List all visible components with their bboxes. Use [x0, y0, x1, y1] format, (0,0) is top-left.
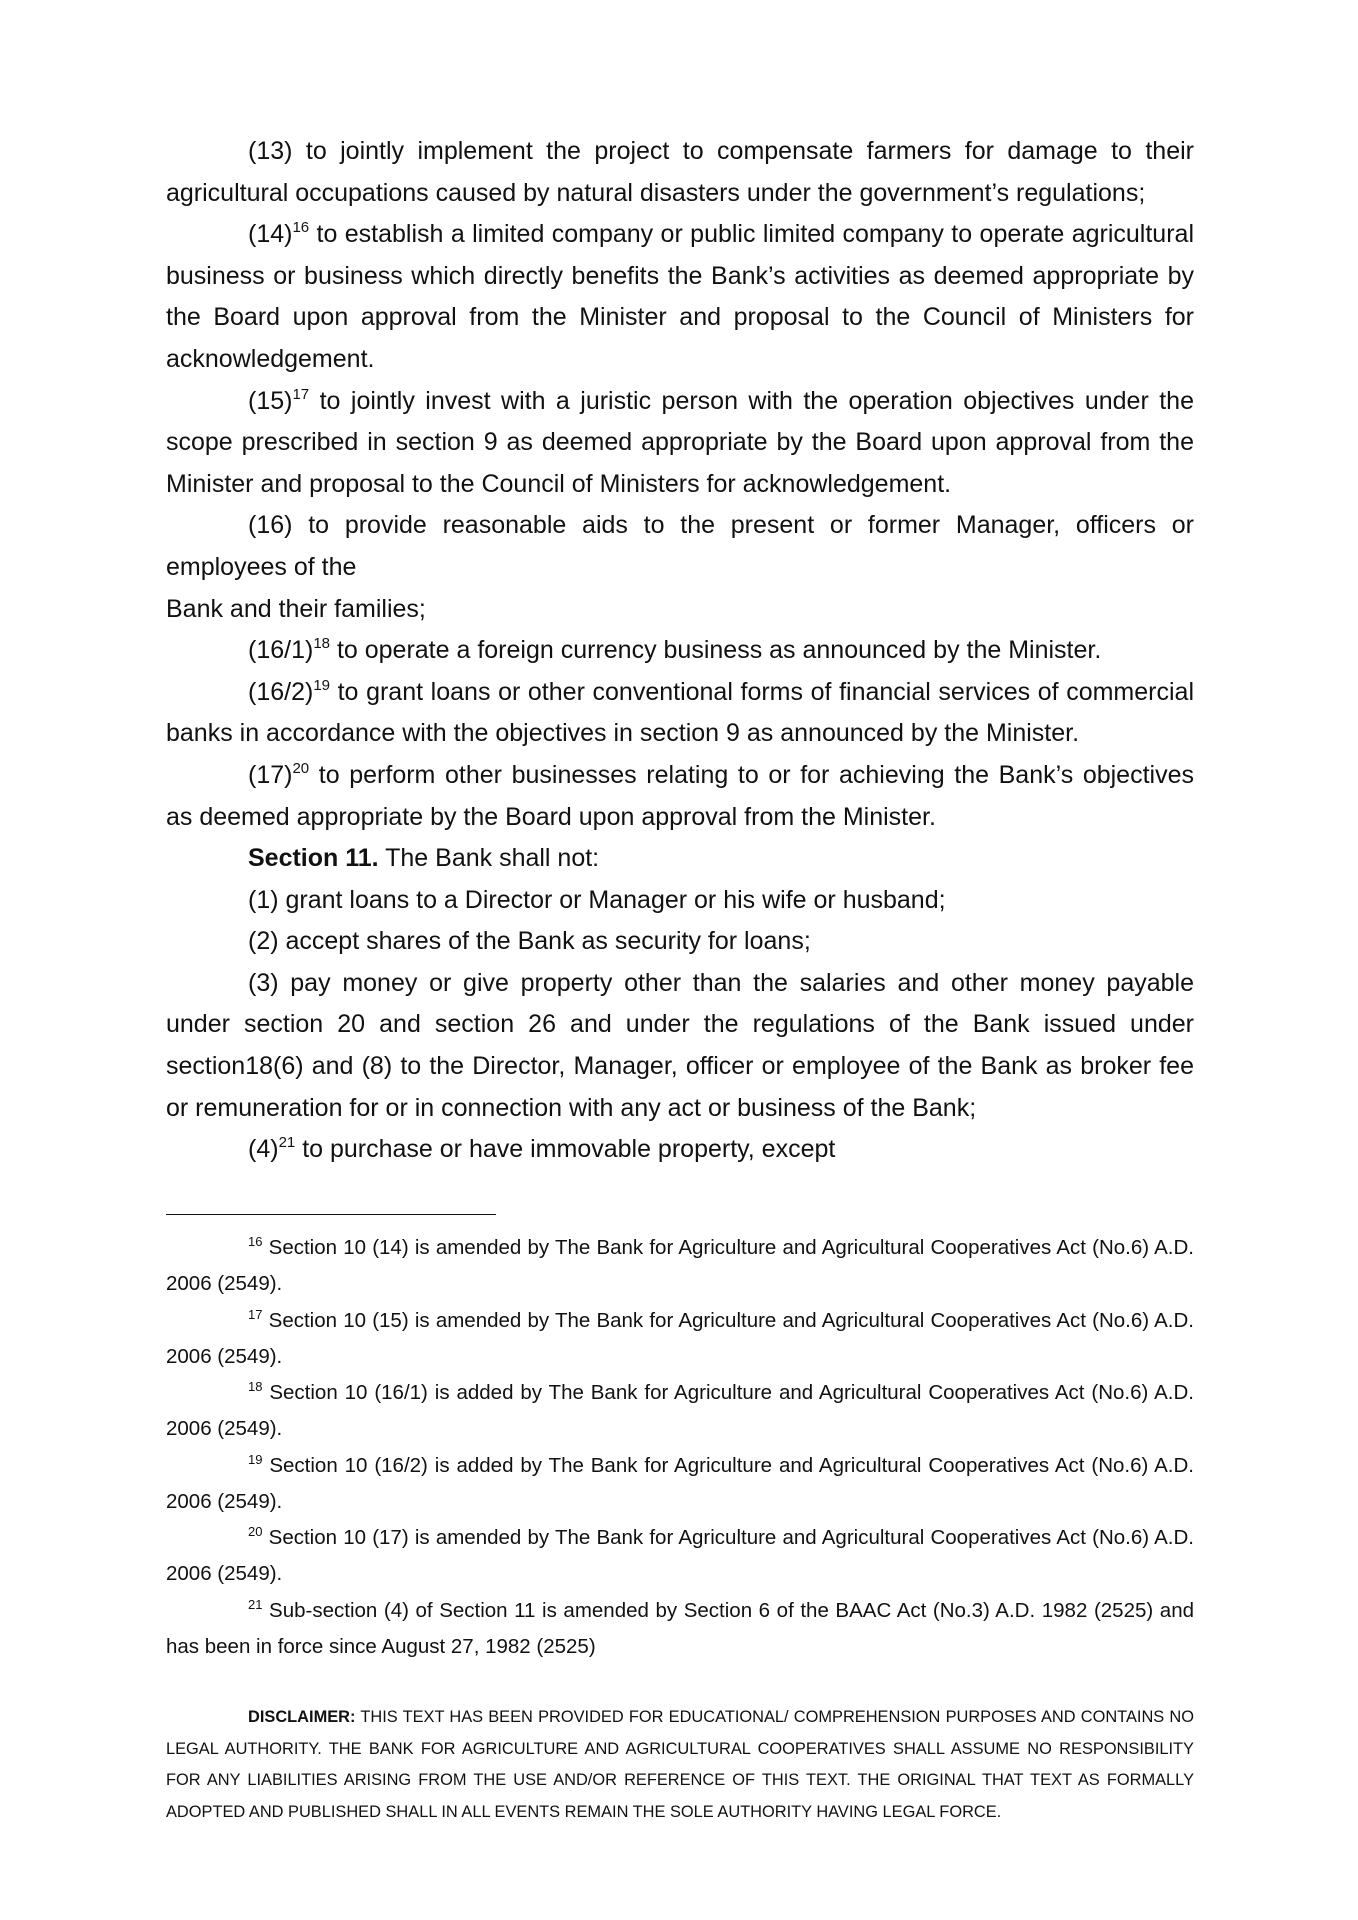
footnote-number: 20	[248, 1524, 263, 1539]
footnote-text: Section 10 (16/1) is added by The Bank for Agriculture and Agricultural Cooperatives Act (No.6) A.D. 2006 (2549).	[166, 1381, 1194, 1440]
section-heading: Section 11.	[248, 844, 379, 873]
section-11	[166, 838, 1194, 880]
footnote-text: Section 10 (14) is amended by The Bank for Agriculture and Agricultural Cooperatives Act (No.6) A.D. 2006 (2549).	[166, 1236, 1194, 1295]
footnote-19	[166, 1448, 1194, 1520]
clause-number: (13)	[248, 137, 293, 165]
clause-text: to grant loans or other conventional forms of financial services of commercial banks in accordance with the objectives in section 9 as announced by the Minister.	[166, 677, 1194, 748]
clause-17	[166, 755, 1194, 838]
footnote-ref[interactable]: 16	[292, 219, 310, 237]
clause-number: (17)	[248, 760, 293, 789]
clause-number: (16/1)	[248, 636, 314, 665]
footnote-divider	[166, 1214, 496, 1215]
section-11-item-4	[166, 1129, 1194, 1171]
clause-text: to purchase or have immovable property, except	[295, 1135, 836, 1164]
footnote-ref[interactable]: 20	[292, 759, 310, 777]
footnote-number: 18	[248, 1379, 263, 1394]
footnote-text: Sub-section (4) of Section 11 is amended by Section 6 of the BAAC Act (No.3) A.D. 1982 (2525) and has been in force since August 27, 1982 (2525)	[166, 1598, 1194, 1658]
clause-16-2	[166, 672, 1194, 755]
footnote-20	[166, 1520, 1194, 1592]
footnote-number: 19	[248, 1451, 263, 1467]
clause-14	[166, 214, 1194, 380]
clause-text: to jointly invest with a juristic person with the operation objectives under the scope prescribed in section 9 as deemed appropriate by the Board upon approval from the Minister and proposal to the Council of Ministers for acknowledgement.	[166, 386, 1194, 498]
section-11-item-1: (1) grant loans to a Director or Manager or his wife or husband;	[248, 885, 946, 914]
disclaimer	[166, 1702, 1194, 1828]
clause-text: to jointly implement the project to compensate farmers for damage to their agricultural occupations caused by natural disasters under the government’s regulations;	[166, 137, 1194, 207]
clause-number: (15)	[248, 386, 293, 415]
clause-text: to establish a limited company or public limited company to operate agricultural business or business which directly benefits the Bank’s activities as deemed appropriate by the Board upon approval from the Minister and proposal to the Council of Ministers for acknowledgement.	[166, 220, 1194, 373]
footnote-text: Section 10 (15) is amended by The Bank for Agriculture and Agricultural Cooperatives Act (No.6) A.D. 2006 (2549).	[166, 1308, 1194, 1368]
footnote-text: Section 10 (17) is amended by The Bank for Agriculture and Agricultural Cooperatives Act (No.6) A.D. 2006 (2549).	[166, 1526, 1194, 1585]
clause-15	[166, 381, 1194, 506]
footnote-ref[interactable]: 21	[278, 1134, 296, 1152]
clause-16-1	[166, 630, 1194, 672]
clause-16	[166, 505, 1194, 588]
clause-16-continuation: Bank and their families;	[166, 594, 426, 623]
footnote-17	[166, 1303, 1194, 1375]
clause-number: (4)	[248, 1135, 279, 1164]
footnote-ref[interactable]: 18	[313, 635, 330, 653]
disclaimer-label: DISCLAIMER:	[248, 1708, 356, 1726]
footnote-ref[interactable]: 17	[292, 385, 310, 403]
clause-text: to provide reasonable aids to the present or former Manager, officers or employees of the	[166, 511, 1194, 581]
clause-number: (16)	[248, 511, 293, 540]
footnote-text: Section 10 (16/2) is added by The Bank for Agriculture and Agricultural Cooperatives Act (No.6) A.D. 2006 (2549).	[166, 1453, 1194, 1513]
section-intro: The Bank shall not:	[378, 844, 600, 873]
disclaimer-paragraph	[166, 1702, 1194, 1828]
body-text	[166, 131, 1194, 1171]
footnote-number: 16	[248, 1234, 263, 1249]
clause-text: to operate a foreign currency business as announced by the Minister.	[330, 636, 1102, 665]
clause-13	[166, 131, 1194, 214]
footnote-21	[166, 1593, 1194, 1665]
section-11-item-2: (2) accept shares of the Bank as security for loans;	[248, 927, 811, 956]
disclaimer-text: THIS TEXT HAS BEEN PROVIDED FOR EDUCATIONAL/ COMPREHENSION PURPOSES AND CONTAINS NO LEGAL AUTHORITY. THE BANK FOR AGRICULTURE AND AGRICULTURAL COOPERATIVES SHALL ASSUME NO RESPONSIBILITY FOR ANY LIABILITIES ARISING FROM THE USE AND/OR REFERENCE OF THIS TEXT. THE ORIGINAL THAT TEXT AS FORMALLY ADOPTED AND PUBLISHED SHALL IN ALL EVENTS REMAIN THE SOLE AUTHORITY HAVING LEGAL FORCE.	[166, 1708, 1194, 1821]
footnote-16	[166, 1230, 1194, 1302]
clause-number: (14)	[248, 220, 293, 249]
clause-text: to perform other businesses relating to or for achieving the Bank’s objectives as deemed appropriate by the Board upon approval from the Minister.	[166, 760, 1194, 831]
footnote-number: 21	[248, 1596, 263, 1612]
footnotes	[166, 1230, 1194, 1665]
footnote-ref[interactable]: 19	[313, 676, 330, 694]
footnote-18	[166, 1375, 1194, 1447]
section-11-item-3: (3) pay money or give property other than the salaries and other money payable under section 20 and section 26 and under the regulations of the Bank issued under section18(6) and (8) to the Director, Manager, officer or employee of the Bank as broker fee or remuneration for or in connection with any act or business of the Bank;	[166, 968, 1194, 1122]
clause-number: (16/2)	[248, 677, 314, 706]
footnote-number: 17	[248, 1306, 263, 1322]
